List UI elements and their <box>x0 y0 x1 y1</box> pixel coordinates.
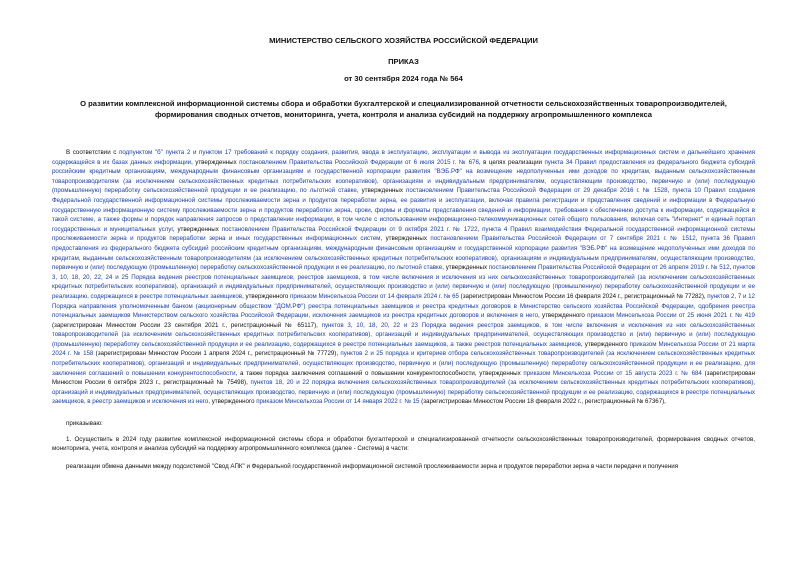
preamble-text: , утвержденных <box>172 225 222 233</box>
legal-reference-link[interactable]: приказом Минсельхоза России от 21 марта 2024 г. № 158 <box>52 340 755 358</box>
legal-reference-link[interactable]: приказом Минсельхоза России от 25 июня 2021 г. № 419 <box>587 312 755 320</box>
legal-reference-link[interactable]: приказом Минсельхоза России от 14 февраля 2024 г. № 65 <box>290 292 459 300</box>
preamble-text: (зарегистрирован Минюстом России 18 февраля 2022 г., регистрационный № 67367), <box>419 398 666 406</box>
legal-reference-link[interactable]: постановлением Правительства Российской Федерации от 9 октября 2021 г. № 1722 <box>221 225 478 233</box>
legal-reference-link[interactable]: подпунктом "б" пункта 2 и пунктом 17 требований к порядку создания, развития, ввода в эксплуатацию, эксплуатации и вывода из эксплуатации государственных информационных систем и дальнейшего хранения содержащейся в их базах данных информации <box>52 149 755 166</box>
preamble-paragraph <box>52 148 755 407</box>
legal-reference-link[interactable]: пунктов 3, 10, 18, 20, 22, 24 и 25 Порядка ведения реестров потенциальных заемщиков, реестров заемщиков, в том числе включения и исключения из них сельскохозяйственных товаропроизводителей (за исключением сельскохозяйственных кредитных потребительских кооперативов), организаций и индивидуальных предпринимателей, осуществляющих производство и (или) первичную и (или) последующую (промышленную) переработку сельскохозяйственной продукции и ее реализацию, содержащихся в реестре потенциальных заемщиков <box>52 264 756 300</box>
preamble-text: , <box>695 235 701 243</box>
ministry-heading: МИНИСТЕРСТВО СЕЛЬСКОГО ХОЗЯЙСТВА РОССИЙСКОЙ ФЕДЕРАЦИИ <box>269 36 538 45</box>
order-point-1: 1. Осуществить в 2024 году развитие комплексной информационной системы сбора и обработки бухгалтерской и специализированной отчетности сельскохозяйственных товаропроизводителей, формирования сводных отчетов, мониторинга, учета, контроля и анализа субсидий на поддержку агропромышленного комплекса (далее - Система) в части: <box>52 435 755 453</box>
legal-reference-link[interactable]: приказом Минсельхоза России от 14 января 2022 г. № 15 <box>256 398 420 406</box>
preamble-text: , а также порядка заключения соглашений о повышении конкурентоспособности, утвержденных <box>235 369 524 377</box>
preamble-text: , <box>667 187 673 195</box>
preamble-text: (зарегистрирован Минюстом России 1 апреля 2024 г., регистрационный № 77729), <box>93 350 341 358</box>
preamble-text: (зарегистрирован Минюстом России 6 октября 2023 г., регистрационный № 75498), <box>52 369 755 387</box>
legal-reference-link[interactable]: пунктов 18, 20 и 22 порядка включения сельскохозяйственных товаропроизводителей (за исключением сельскохозяйственных кредитных потребительских кооперативов), организаций и индивидуальных предпринимателей, осуществляющих производство, первичную и (или) последующую (промышленную) переработку сельскохозяйственной продукции и ее реализацию, содержащихся в реестре потенциальных заемщиков, в реестр заемщиков и исключения из него <box>52 379 755 406</box>
legal-reference-link[interactable]: постановлением Правительства Российской Федерации от 7 сентября 2021 г. № 1512 <box>430 235 696 243</box>
preamble-text: В соответствии с <box>66 149 120 156</box>
legal-reference-link[interactable]: пунктов 2 и 25 порядка и критериев отбора сельскохозяйственных товаропроизводителей (за исключением сельскохозяйственных кредитных потребительских кооперативов), организаций и индивидуальных предпринимателей, осуществляющих производство, первичную и (или) последующую (промышленную) переработку сельскохозяйственной продукции и ее реализацию, для заключения соглашений о повышении конкурентоспособности <box>52 350 755 377</box>
preamble-text: , утвержденных <box>356 187 407 195</box>
document-type-heading: ПРИКАЗ <box>388 57 419 66</box>
document-title: О развитии комплексной информационной системы сбора и обработки бухгалтерской и специализированной отчетности сельскохозяйственных товаропроизводителей, формирования сводных отчетов, мониторинга, учета, контроля и анализа субсидий на поддержку агропромышленного комплекса <box>80 99 727 119</box>
preamble-text: , утвержденных <box>380 235 431 243</box>
legal-reference-link[interactable]: пункта 36 Правил предоставления из федерального бюджета субсидий российским кредитным организациям, международным финансовым организациям и государственной корпорации развития "ВЭБ.РФ" на возмещение недополученных ими доходов по кредитам, выданным сельскохозяйственным товаропроизводителям (за исключением сельскохозяйственных кредитных потребительских кооперативов), организациям и индивидуальным предпринимателям, осуществляющим производство, первичную и (или) последующую (промышленную) переработку сельскохозяйственной продукции и ее реализацию, по льготной ставке <box>52 235 756 272</box>
legal-reference-link[interactable]: пунктов 2, 7 и 12 Порядка направления уполномоченным банком (акционерным обществом "ДОМ.РФ") реестра потенциальных заемщиков и реестра кредитных договоров в Министерство сельского хозяйства Российской Федерации, одобрения реестра потенциальных заемщиков Министерством сельского хозяйства Российской Федерации, исключения заемщиков из реестра кредитных договоров и включения в него <box>52 292 755 320</box>
legal-reference-link[interactable]: постановлением Правительства Российской Федерации от 26 апреля 2019 г. № 512 <box>488 264 730 272</box>
legal-reference-link[interactable]: пункта 10 Правил создания Федеральной государственной информационной системы прослеживаемости зерна и продуктов переработки зерна, ее развития и эксплуатации, включая правила регистрации и представления сведений и информации в Федеральную государственную информационную систему прослеживаемости зерна и продуктов переработки зерна, сроки, формы и форматы представления сведений и информации, требования к обеспечению доступа к информации, содержащейся в такой системе, а также формы и порядок направления запросов о представлении информации, в том числе с использованием информационно-телекоммуникационных сетей общего пользования, включая сеть "Интернет" и единый портал государственных и муниципальных услуг <box>52 187 756 233</box>
legal-reference-link[interactable]: приказом Минсельхоза России от 15 августа 2023 г. № 684 <box>523 369 702 377</box>
legal-reference-link[interactable]: постановлением Правительства Российской Федерации от 29 декабря 2016 г. № 1528 <box>406 187 668 195</box>
legal-reference-link[interactable]: пункта 34 Правил предоставления из федерального бюджета субсидий российским кредитным организациям, международным финансовым организациям и государственной корпорации развития "ВЭБ.РФ" на возмещение недополученных ими доходов по кредитам, выданным сельскохозяйственным товаропроизводителям (за исключением сельскохозяйственных кредитных потребительских кооперативов), организациям и индивидуальным предпринимателям, осуществляющим производство, первичную и (или) последующую (промышленную) переработку сельскохозяйственной продукции и ее реализацию, по льготной ставке <box>52 158 756 195</box>
preamble-text: , утвержденных <box>191 158 240 166</box>
preamble-text: , утвержденного <box>538 312 588 320</box>
preamble-text: , в целях реализации <box>478 158 545 166</box>
legal-reference-link[interactable]: пунктов 3, 10, 18, 20, 22 и 23 Порядка ведения реестров заемщиков, в том числе включения и исключения из них сельскохозяйственных товаропроизводителей (за исключением сельскохозяйственных кредитных потребительских кооперативов), организаций и индивидуальных предпринимателей, осуществляющих производство и (или) первичную и (или) последующую (промышленную) переработку сельскохозяйственной продукции и ее реализацию, содержащихся в реестре потенциальных заемщиков, а также реестров потенциальных заемщиков <box>52 321 755 348</box>
document-date-number: от 30 сентября 2024 года № 564 <box>344 74 463 83</box>
legal-reference-link[interactable]: постановлением Правительства Российской Федерации от 6 июля 2015 г. № 676 <box>239 158 479 166</box>
preamble-text: (зарегистрирован Минюстом России 16 февраля 2024 г., регистрационный № 77282), <box>458 292 708 300</box>
orders-word: приказываю: <box>66 420 103 428</box>
preamble-text: , утвержденных <box>442 264 489 272</box>
preamble-text: (зарегистрирован Минюстом России 23 сентября 2021 г., регистрационный № 65117), <box>52 321 322 329</box>
preamble-text: , <box>477 225 483 233</box>
preamble-text: , <box>729 264 734 272</box>
legal-reference-link[interactable]: пункта 4 Правил взаимодействия Федеральной государственной информационной системы прослеживаемости зерна и продуктов переработки зерна и иных государственных информационных систем <box>52 225 756 243</box>
preamble-text: , утвержденного <box>242 292 291 300</box>
preamble-text: , утвержденного <box>208 398 257 406</box>
preamble-text: , утвержденного <box>580 340 630 348</box>
order-point-1-subitem: реализации обмена данными между подсистемой "Свод АПК" и Федеральной государственной информационной системой прослеживаемости зерна и продуктов переработки зерна в части передачи и получения <box>66 463 679 470</box>
